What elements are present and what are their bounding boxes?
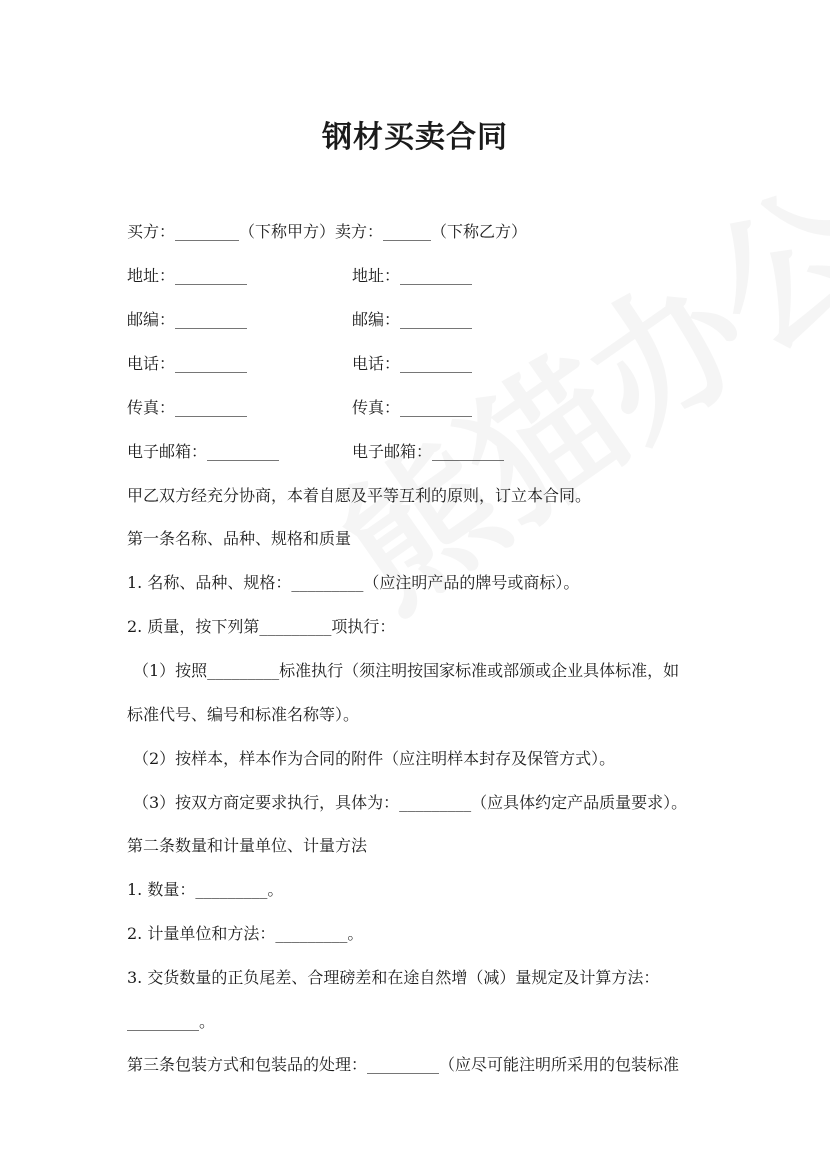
- buyer-seller-line: 买方：________（下称甲方）卖方：______（下称乙方）: [127, 222, 528, 241]
- watermark: [292, 127, 830, 648]
- article-3-heading: 第三条包装方式和包装品的处理：_________（应尽可能注明所采用的包装标准: [127, 1055, 680, 1074]
- clause-1-2-3: （3）按双方商定要求执行，具体为：_________（应具体约定产品质量要求）。: [133, 793, 688, 812]
- seller-fax: 传真：_________: [352, 398, 473, 417]
- clause-1-2: 2. 质量，按下列第_________项执行：: [127, 617, 396, 636]
- clause-1-2-2: （2）按样本，样本作为合同的附件（应注明样本封存及保管方式）。: [133, 749, 616, 768]
- clause-2-3: 3. 交货数量的正负尾差、合理磅差和在途自然增（减）量规定及计算方法：: [127, 968, 660, 987]
- seller-address: 地址：_________: [352, 266, 473, 285]
- document-title: 钢材买卖合同: [322, 120, 508, 155]
- article-2-heading: 第二条数量和计量单位、计量方法: [127, 836, 368, 855]
- buyer-phone: 电话：_________: [127, 354, 248, 373]
- seller-postcode: 邮编：_________: [352, 310, 473, 329]
- seller-phone: 电话：_________: [352, 354, 473, 373]
- buyer-email: 电子邮箱：_________: [127, 442, 280, 461]
- preamble: 甲乙双方经充分协商，本着自愿及平等互利的原则，订立本合同。: [127, 486, 592, 505]
- article-1-heading: 第一条名称、品种、规格和质量: [127, 529, 352, 548]
- clause-1-2-1: （1）按照_________标准执行（须注明按国家标准或部颁或企业具体标准，如: [133, 661, 680, 680]
- clause-2-1: 1. 数量：_________。: [127, 880, 284, 899]
- clause-2-3-cont: _________。: [127, 1012, 216, 1031]
- clause-1-1: 1. 名称、品种、规格：_________（应注明产品的牌号或商标）。: [127, 573, 580, 592]
- clause-2-2: 2. 计量单位和方法：_________。: [127, 924, 364, 943]
- clause-1-2-1-cont: 标准代号、编号和标准名称等）。: [127, 705, 360, 724]
- buyer-address: 地址：_________: [127, 266, 248, 285]
- buyer-fax: 传真：_________: [127, 398, 248, 417]
- buyer-postcode: 邮编：_________: [127, 310, 248, 329]
- seller-email: 电子邮箱：_________: [352, 442, 505, 461]
